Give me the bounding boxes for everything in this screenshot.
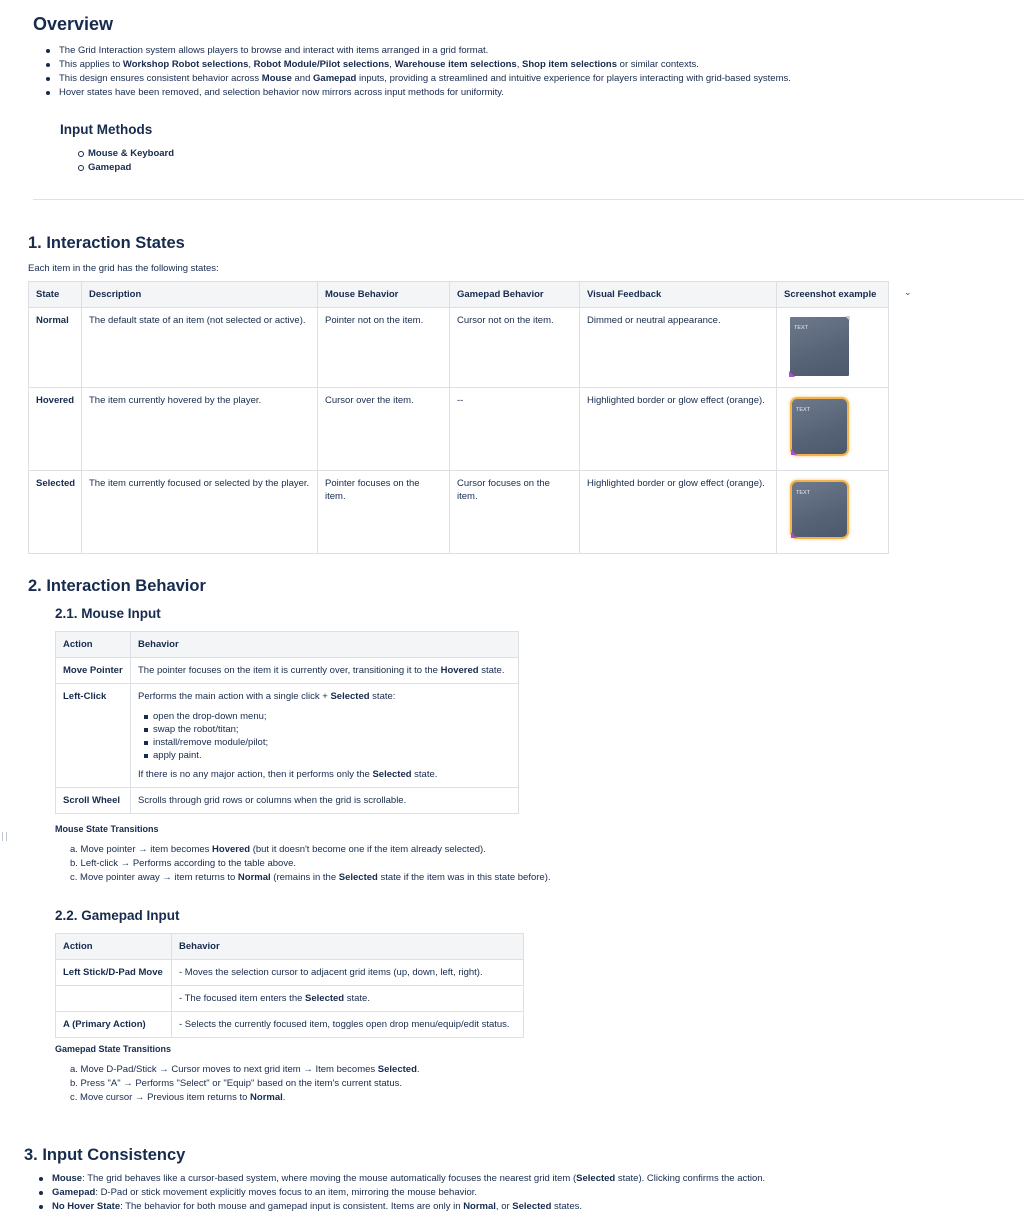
bold-text: Selected [512, 1201, 552, 1212]
list-item: Gamepad [61, 161, 174, 175]
gamepad-cell: Cursor not on the item. [450, 308, 580, 388]
gamepad-input-table [55, 933, 524, 1038]
mouse-cell: Cursor over the item. [318, 388, 450, 471]
mouse-cell: Pointer not on the item. [318, 308, 450, 388]
behavior-cell: The pointer focuses on the item it is currently over, transitioning it to the Hovered state. [131, 658, 519, 684]
description-cell: The default state of an item (not selected or active). [82, 308, 318, 388]
mouse-input-heading: 2.1. Mouse Input [55, 606, 161, 621]
state-cell: Normal [29, 308, 82, 388]
state-cell: Selected [29, 471, 82, 554]
bold-text: No Hover State [52, 1201, 121, 1212]
table-header-row [29, 282, 889, 308]
interaction-behavior-heading: 2. Interaction Behavior [28, 577, 206, 595]
input-consistency-list [26, 1172, 765, 1214]
left-click-outro: If there is no any major action, then it performs only the Selected state. [138, 769, 438, 780]
action-cell: A (Primary Action) [56, 1012, 172, 1038]
column-header: Behavior [131, 632, 519, 658]
visual-cell: Highlighted border or glow effect (orange). [580, 471, 777, 554]
bold-text: Hovered [440, 665, 479, 676]
interaction-states-heading: 1. Interaction States [28, 234, 185, 252]
behavior-cell: - Selects the currently focused item, toggles open drop menu/equip/edit status. [172, 1012, 524, 1038]
list-item: No Hover State: The behavior for both mouse and gamepad input is consistent. Items are only in Normal, or Selected states. [26, 1200, 765, 1214]
gamepad-cell: Cursor focuses on the item. [450, 471, 580, 554]
interaction-states-intro: Each item in the grid has the following states: [28, 263, 219, 274]
list-item: Mouse: The grid behaves like a cursor-based system, where moving the mouse automatically focuses the nearest grid item (Selected state). Clicking confirms the action. [26, 1172, 765, 1186]
bold-text: Workshop Robot selections [122, 59, 249, 70]
list-item: b. Press "A" → Performs "Select" or "Equip" based on the item's current status. [70, 1078, 402, 1089]
list-item: a. Move pointer → item becomes Hovered (but it doesn't become one if the item already selected). [70, 844, 486, 855]
action-cell: Left-Click [56, 684, 131, 788]
table-row [29, 388, 889, 471]
thumbnail-label: TEXT [796, 490, 811, 496]
bold-text: Mouse [261, 73, 292, 84]
bold-text: Gamepad [313, 73, 357, 84]
bold-text: Robot Module/Pilot selections [253, 59, 390, 70]
corner-marker [791, 532, 797, 538]
list-item: open the drop-down menu; [153, 710, 511, 723]
bold-text: Shop item selections [522, 59, 618, 70]
action-cell: Move Pointer [56, 658, 131, 684]
column-header: Action [56, 632, 131, 658]
screenshot-cell [777, 471, 889, 554]
bold-text: Gamepad [52, 1187, 96, 1198]
input-consistency-heading: 3. Input Consistency [24, 1146, 186, 1164]
action-cell: Left Stick/D-Pad Move [56, 960, 172, 986]
behavior-cell: - The focused item enters the Selected state. [172, 986, 524, 1012]
input-methods-heading: Input Methods [60, 122, 153, 137]
list-item: This applies to Workshop Robot selections, Robot Module/Pilot selections, Warehouse item selections, Shop item selections or similar contexts. [33, 58, 791, 72]
overview-heading: Overview [33, 14, 114, 34]
item-thumbnail-normal [790, 317, 849, 376]
gamepad-transitions-list [70, 1063, 420, 1105]
bold-text: Hovered [212, 844, 251, 855]
bold-text: Mouse [52, 1173, 83, 1184]
table-header-row [56, 934, 524, 960]
table-row [56, 960, 524, 986]
column-header: Action [56, 934, 172, 960]
item-thumbnail-hovered [790, 397, 849, 456]
behavior-cell: - Moves the selection cursor to adjacent grid items (up, down, left, right). [172, 960, 524, 986]
behavior-cell: Scrolls through grid rows or columns when the grid is scrollable. [131, 788, 519, 814]
mouse-cell: Pointer focuses on the item. [318, 471, 450, 554]
table-row [56, 658, 519, 684]
divider [33, 199, 1024, 200]
list-item: c. Move pointer away → item returns to Normal (remains in the Selected state if the item was in this state before). [70, 872, 551, 883]
table-row [56, 1012, 524, 1038]
list-item: apply paint. [153, 749, 511, 762]
table-row [56, 986, 524, 1012]
mouse-transitions-heading: Mouse State Transitions [55, 824, 159, 834]
screenshot-cell [777, 388, 889, 471]
corner-marker [791, 449, 797, 455]
left-click-list [138, 710, 511, 762]
list-item: install/remove module/pilot; [153, 736, 511, 749]
screenshot-cell [777, 308, 889, 388]
list-item: swap the robot/titan; [153, 723, 511, 736]
mouse-input-table [55, 631, 519, 814]
visual-cell: Dimmed or neutral appearance. [580, 308, 777, 388]
list-item: The Grid Interaction system allows players to browse and interact with items arranged in a grid format. [33, 44, 791, 58]
table-row [56, 788, 519, 814]
list-item: c. Move cursor → Previous item returns to Normal. [70, 1092, 286, 1103]
chevron-down-icon[interactable]: ⌄ [904, 287, 912, 297]
column-header: Screenshot example [777, 282, 889, 308]
bold-text: Normal [237, 872, 271, 883]
description-cell: The item currently focused or selected by the player. [82, 471, 318, 554]
action-cell: Scroll Wheel [56, 788, 131, 814]
bold-text: Selected [377, 1064, 417, 1075]
column-header: Behavior [172, 934, 524, 960]
left-click-intro: Performs the main action with a single click + Selected state: [138, 691, 396, 702]
list-item: Mouse & Keyboard [61, 147, 174, 161]
corner-marker [845, 316, 850, 321]
bold-text: Selected [338, 872, 378, 883]
bold-text: Selected [576, 1173, 616, 1184]
table-row [29, 308, 889, 388]
gamepad-input-heading: 2.2. Gamepad Input [55, 908, 180, 923]
column-header: Visual Feedback [580, 282, 777, 308]
column-header: State [29, 282, 82, 308]
list-item: b. Left-click → Performs according to the table above. [70, 858, 296, 869]
bold-text: Normal [463, 1201, 496, 1212]
list-item: Hover states have been removed, and selection behavior now mirrors across input methods for uniformity. [33, 86, 791, 100]
mouse-transitions-list [70, 843, 551, 885]
thumbnail-label: TEXT [794, 325, 809, 331]
bold-text: Selected [372, 769, 412, 780]
item-thumbnail-selected [790, 480, 849, 539]
bold-text: Selected [305, 993, 345, 1004]
column-header: Description [82, 282, 318, 308]
states-table [28, 281, 889, 554]
bold-text: Warehouse item selections [394, 59, 517, 70]
action-cell [56, 986, 172, 1012]
gamepad-cell: -- [450, 388, 580, 471]
state-cell: Hovered [29, 388, 82, 471]
column-header: Gamepad Behavior [450, 282, 580, 308]
thumbnail-label: TEXT [796, 407, 811, 413]
list-item: Gamepad: D-Pad or stick movement explicitly moves focus to an item, mirroring the mouse behavior. [26, 1186, 765, 1200]
resize-handle[interactable] [2, 832, 7, 841]
bold-text: Normal [250, 1092, 283, 1103]
corner-marker [789, 371, 795, 377]
column-header: Mouse Behavior [318, 282, 450, 308]
input-methods-list [61, 147, 174, 175]
bold-text: Selected [330, 691, 370, 702]
table-row [29, 471, 889, 554]
table-row [56, 684, 519, 788]
gamepad-transitions-heading: Gamepad State Transitions [55, 1044, 172, 1054]
table-header-row [56, 632, 519, 658]
description-cell: The item currently hovered by the player. [82, 388, 318, 471]
overview-list [33, 44, 791, 100]
list-item: This design ensures consistent behavior across Mouse and Gamepad inputs, providing a streamlined and intuitive experience for players interacting with grid-based systems. [33, 72, 791, 86]
visual-cell: Highlighted border or glow effect (orange). [580, 388, 777, 471]
behavior-cell [131, 684, 519, 788]
list-item: a. Move D-Pad/Stick → Cursor moves to next grid item → Item becomes Selected. [70, 1064, 420, 1075]
